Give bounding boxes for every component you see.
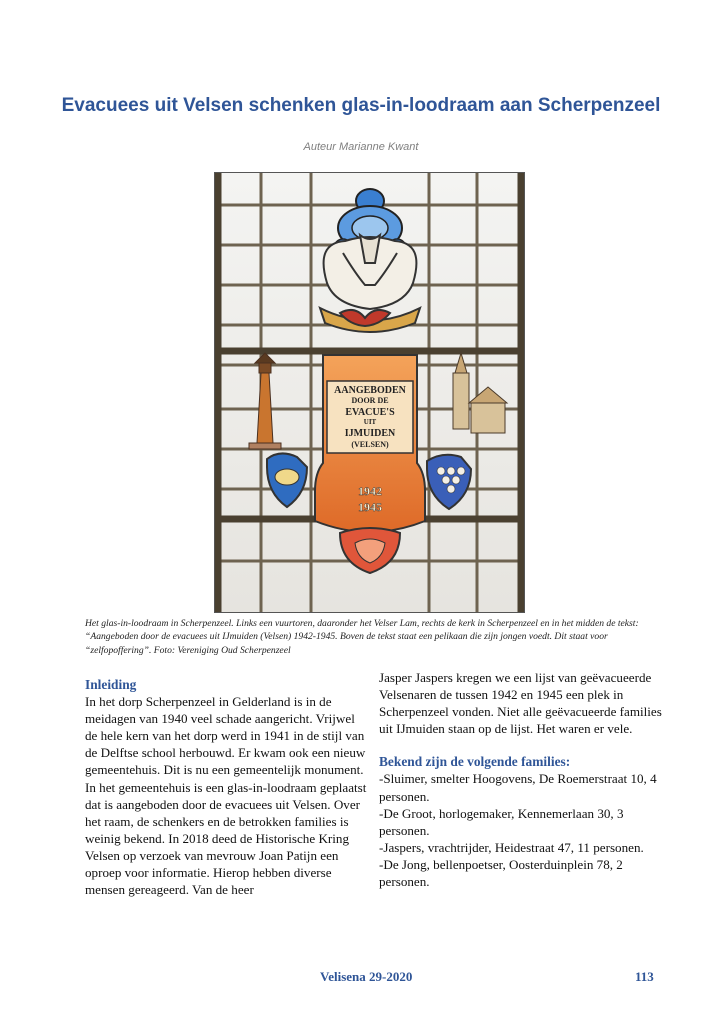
family-list-item: -De Jong, bellenpoetser, Oosterduinplein 78, 2 personen. (379, 856, 623, 890)
page-number: 113 (635, 969, 654, 984)
window-text-line-2: DOOR DE (351, 396, 389, 405)
window-text-line-6: (VELSEN) (351, 440, 389, 449)
family-list-item: -Jaspers, vrachtrijder, Heidestraat 47, 11 personen. (379, 839, 644, 855)
window-text-year-start: 1942 (358, 484, 382, 498)
column-left (85, 676, 367, 898)
section-heading-intro: Inleiding (85, 677, 137, 692)
family-list-item: -Sluimer, smelter Hoogovens, De Roemerstraat 10, 4 personen. (379, 771, 657, 804)
intro-paragraph: In het dorp Scherpenzeel in Gelderland is in de meidagen van 1940 veel schade aangericht. Vrijwel de hele kern van het dorp werd in 1941 in de stijl van de Delftse school herbouwd. Er kwam ook een nieuw gemeentehuis. Dit is nu een gemeentelijk monument. In het gemeentehuis is een glas-in-loodraam geplaatst dat is aangeboden door de evacuees uit Velsen. Over het raam, de schenkers en de betrokken families is weinig bekend. In 2018 deed de Historische Kring Velsen op verzoek van mevrouw Joan Patijn een oproep voor informatie. Hierop hebben diverse mensen gereageerd. Van de heer (85, 694, 367, 898)
section-heading-families: Bekend zijn de volgende families: (379, 754, 571, 770)
window-text-line-4: UIT (363, 418, 377, 426)
footer-journal: Velisena 29-2020 (320, 969, 413, 984)
window-text-line-1: AANGEBODEN (334, 385, 406, 396)
family-list-item: -De Groot, horlogemaker, Kennemerlaan 30, 3 personen. (379, 805, 624, 838)
article-title: Evacuees uit Velsen schenken glas-in-loodraam aan Scherpenzeel (61, 95, 661, 116)
window-text-line-3: EVACUE'S (345, 407, 395, 418)
photo-caption: Het glas-in-loodraam in Scherpenzeel. Links een vuurtoren, daaronder het Velser Lam, rechts de kerk in Scherpenzeel en in het midden de tekst: “Aangeboden door de evacuees uit IJmuiden (Velsen) 1942-1945. Boven de tekst staat een pelikaan die zijn jongen voedt. Dit staat voor “zelfopoffering”. Foto: Vereniging Oud Scherpenzeel (85, 618, 639, 656)
article-author: Auteur Marianne Kwant (303, 141, 419, 153)
column-right (379, 669, 669, 890)
window-text-year-end: 1945 (358, 500, 382, 514)
window-text-line-5: IJMUIDEN (344, 428, 396, 439)
stained-glass-photo (214, 172, 525, 613)
intro-paragraph-continued: Jasper Jaspers kregen we een lijst van geëvacueerde Velsenaren de tussen 1942 en 1945 een plek in Scherpenzeel vonden. Niet alle geëvacueerde families uit IJmuiden staan op de lijst. Het waren er vele. (379, 670, 662, 737)
